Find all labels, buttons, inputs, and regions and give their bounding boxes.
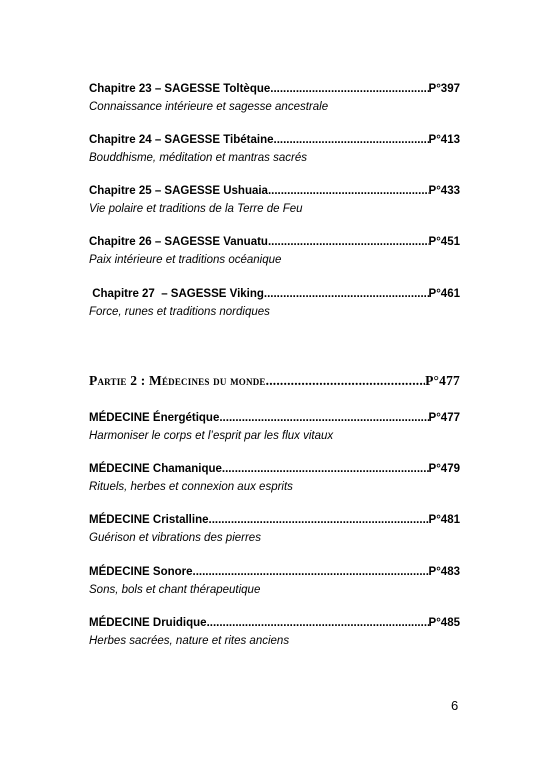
part-heading: [89, 373, 460, 389]
toc-entry: [89, 462, 460, 494]
leader-dots: [268, 235, 429, 249]
toc-entry: [89, 82, 460, 114]
toc-entry-line: [89, 565, 460, 579]
toc-entry-description: Sons, bols et chant thérapeutique: [89, 584, 261, 596]
toc-entry: [89, 184, 460, 216]
leader-dots: [270, 82, 428, 96]
toc-entry-title: Chapitre 24 – SAGESSE Tibétaine: [89, 134, 274, 146]
part-heading-page: P°477: [425, 373, 460, 388]
toc-entry-line: [89, 133, 460, 147]
toc-entry-description: Bouddhisme, méditation et mantras sacrés: [89, 152, 307, 164]
toc-entry-page: P°433: [428, 185, 460, 197]
leader-dots: [219, 411, 428, 425]
toc-entry-line: [89, 287, 460, 301]
toc-entry-title: MÉDECINE Cristalline: [89, 514, 209, 526]
leader-dots: [193, 565, 429, 579]
toc-entry-title: Chapitre 23 – SAGESSE Toltèque: [89, 83, 271, 95]
leader-dots: [274, 133, 429, 147]
toc-entry: [89, 133, 460, 165]
toc-entry-description: Herbes sacrées, nature et rites anciens: [89, 635, 290, 647]
toc-entry-page: P°483: [428, 566, 460, 578]
toc-entry-description: Rituels, herbes et connexion aux esprits: [89, 481, 293, 493]
toc-entry-page: P°461: [428, 288, 460, 300]
toc-entry: [89, 287, 460, 319]
page-number: 6: [451, 698, 459, 713]
leader-dots: [209, 513, 429, 527]
toc-entry-page: P°485: [428, 617, 460, 629]
toc-entry-line: [89, 82, 460, 96]
toc-entry-title: Chapitre 27 – SAGESSE Viking: [89, 288, 264, 300]
leader-dots: [222, 462, 429, 476]
toc-entry-line: [89, 513, 460, 527]
toc-entry: [89, 565, 460, 597]
leader-dots: [268, 184, 429, 198]
toc-entry: [89, 411, 460, 443]
toc-entry-description: Paix intérieure et traditions océanique: [89, 254, 282, 266]
toc-entry-line: [89, 184, 460, 198]
toc-entry-title: Chapitre 26 – SAGESSE Vanuatu: [89, 236, 268, 248]
toc-entry-title: MÉDECINE Chamanique: [89, 463, 222, 475]
toc-entry: [89, 235, 460, 267]
toc-entry-line: [89, 235, 460, 249]
toc-entry-description: Connaissance intérieure et sagesse ancestrale: [89, 101, 329, 113]
toc-entry-page: P°481: [428, 514, 460, 526]
toc-entry: [89, 513, 460, 545]
leader-dots: [266, 373, 425, 389]
toc-entry-title: MÉDECINE Énergétique: [89, 412, 220, 424]
toc-entry-line: [89, 616, 460, 630]
toc-entry-page: P°451: [428, 236, 460, 248]
toc-entry-page: P°397: [428, 83, 460, 95]
part-heading-title: Partie 2 : Médecines du monde: [89, 373, 266, 388]
toc-entry-page: P°413: [428, 134, 460, 146]
toc-entry-page: P°477: [428, 412, 460, 424]
toc-entry-description: Harmoniser le corps et l’esprit par les flux vitaux: [89, 430, 334, 442]
toc-entry-description: Guérison et vibrations des pierres: [89, 532, 261, 544]
toc-entry-title: Chapitre 25 – SAGESSE Ushuaia: [89, 185, 268, 197]
toc-entry-title: MÉDECINE Sonore: [89, 566, 193, 578]
toc-entry-description: Vie polaire et traditions de la Terre de Feu: [89, 203, 303, 215]
toc-entry: [89, 616, 460, 648]
leader-dots: [264, 287, 429, 301]
toc-entry-title: MÉDECINE Druidique: [89, 617, 207, 629]
leader-dots: [207, 616, 429, 630]
toc-entry-page: P°479: [428, 463, 460, 475]
toc-entry-line: [89, 462, 460, 476]
toc-entry-description: Force, runes et traditions nordiques: [89, 306, 270, 318]
toc-entry-line: [89, 411, 460, 425]
